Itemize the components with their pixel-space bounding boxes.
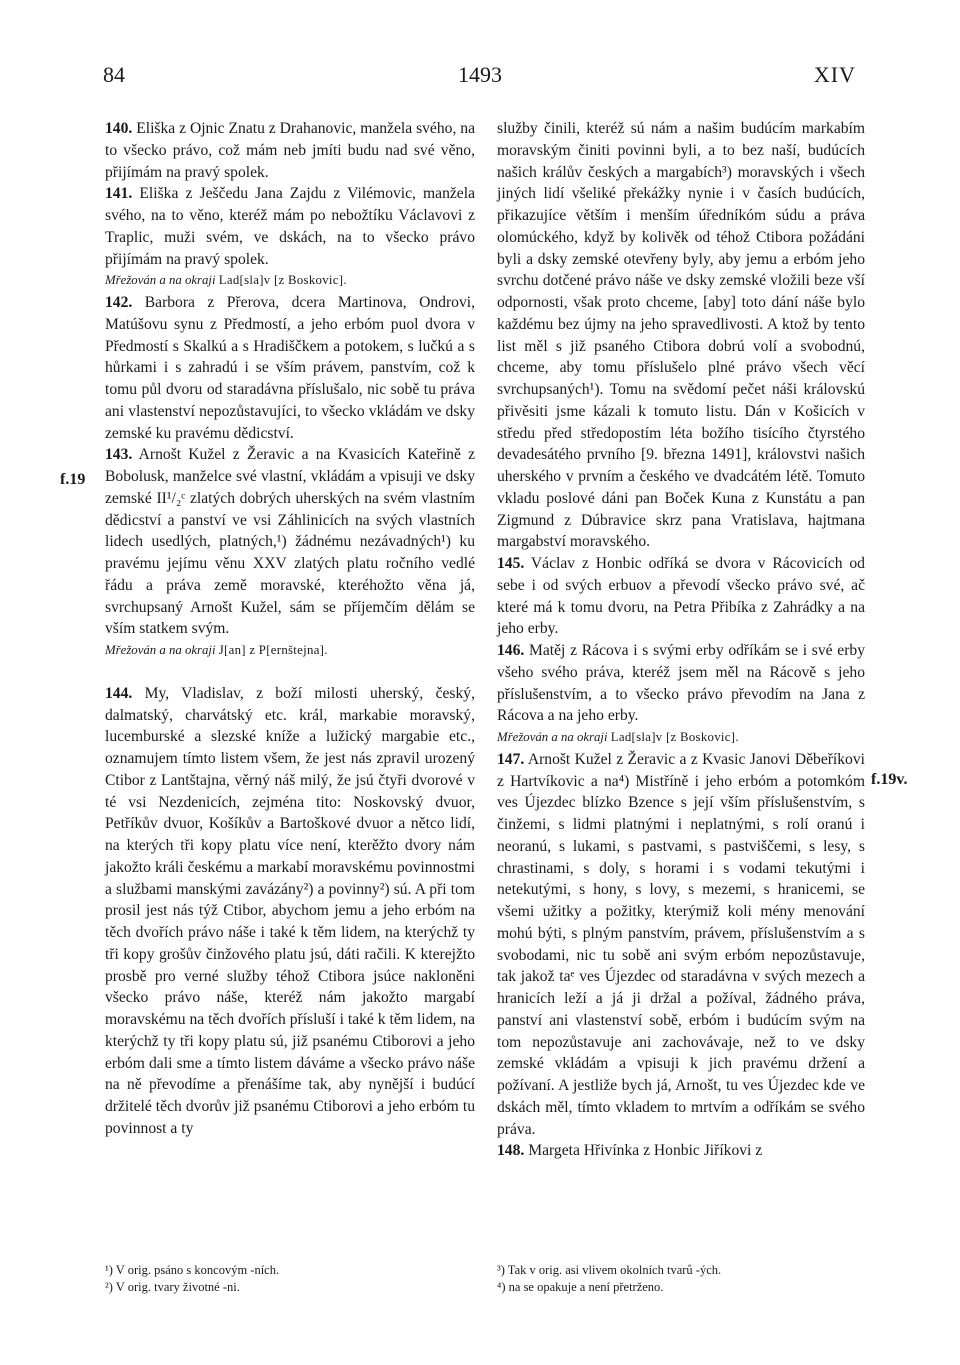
footnote: ⁴) na se opakuje a není přetrženo. (497, 1280, 664, 1294)
record-entry (105, 683, 475, 1140)
entry-number: 145. (497, 555, 525, 572)
entry-text: Barbora z Přerova, dcera Martinova, Ondrovi, Matúšovu synu z Předmostí, a jeho erbóm puol dvora v Předmostí s Skalkú a s Hradiščkem a potokem, s lučkú a s hůrkami i s zahradú i se vším právem, panstvím, což k tomu půl dvoru od staradávna příslušalo, nic sobě tu práva ani vlastenství nepozůstavujíci, to všecko vkládám ve dsky zemské ku pravému dědicství. (105, 294, 475, 442)
entry-text: Arnošt Kužel z Žeravic a z Kvasic Janovi Děbeříkovi z Hartvíkovic a na⁴) Mistříně i jeho erbóm a potomkóm ves Újezdec blízko Bzence s její vším příslušenstvím, s činžemi, s lidmi platnými i neplatnými, s rolí oranú i neoranú, s lukami, s pastvami, s pastviščemi, s lesy, s chrastinami, s doly, s horami i s vodami tekutými i netekutými, s hony, s lovy, s mezemi, s hranicemi, se všemi užitky a požitky, kterýmiž koli mény menování mohú býti, s plným panstvím, právem, příslušenstvím a s svobodami, nic tu sobě ani svým erbóm nepozůstavuje, tak jakož taᵉ ves Újezdec od staradávna v svých mezech a hranicích leží a já ji držal a požíval, žádného práva, panství ani vlastenství sobě, erbóm i budúcím svým na tom nepozůstavuje ani zachovávaje, než to ve dsky zemské vkládám a vpisuji k jich pravému držení a požívaní. A jestliže bych já, Arnošt, tu ves Újezdec kde ve dskách měl, tímto vkladem to mrtvím a odříkám se svého práva. (497, 750, 865, 1138)
entry-number: 141. (105, 185, 133, 203)
entry-number: 142. (105, 294, 133, 311)
note-signature: Lad[sla]v [z Boskovic]. (610, 730, 739, 744)
entry-number: 147. (497, 750, 525, 768)
margin-folio-right: f.19v. (871, 771, 908, 788)
right-column (497, 118, 865, 1162)
entry-number: 144. (105, 684, 133, 702)
note-signature: Lad[sla]v [z Boskovic]. (218, 273, 347, 288)
running-year: 1493 (458, 62, 502, 87)
entry-number: 140. (105, 120, 133, 137)
record-entry (105, 292, 475, 444)
footnote: ³) Tak v orig. asi vlivem okolních tvarů -ých. (497, 1263, 722, 1277)
entry-text: Matěj z Rácova i s svými erby odříkám se i své erby všeho svého práva, kteréž jsem měl na Rácově s jeho příslušenstvím, a to všecko právo převodím na Jana z Rácova a na jeho erby. (497, 642, 865, 725)
record-entry (105, 183, 475, 270)
footnotes-left (105, 1262, 475, 1296)
record-entry (497, 553, 865, 640)
entry-text: služby činili, kteréž sú nám a našim budúcím markabím moravským činiti povinni byli, a to bez naší, budúcích našich králův českých a margabích³) moravských i všech jiných lidí všeliké překážky nynie i v časích budúcích, přikazujíce větším i menším úředníkóm súdu a práva olomúckého, když by kolivěk od téhož Ctibora požádáni byli a dsky zemské otevřeny byly, aby jemu a erbóm jeho svrchu dotčené právo náše ve dsky zemské vložili beze vší odpornosti, však proto chceme, [aby] toto dání náše bylo každému bez újmy na jeho spravedlivosti. A ktož by tento list měl s již psaného Ctibora dobrú volí a svobodnú, chceme, aby tomu příslušelo plné právo všech věcí svrchupsaných¹). Tomu na svědomí pečet náši královskú přivěsiti jsme kázali k tomuto listu. Dán v Košicích v středu před středopostím léta božího tisícího čtyrstého devadesátého prvního [9. března 1491], královstvi našich uherského v prvním a českého ve dvadcátém létě. Tomuto vkladu poslové dáni pan Boček Kuna z Kunstátu a pan Zigmund z Dúbravice skrz pana Vratislava, hajtmana margabství moravského. (497, 120, 865, 551)
entry-text: My, Vladislav, z boží milosti uherský, český, dalmatský, charvátský etc. král, markabie moravský, lucemburské a slezské kníže a lužický margabie etc., oznamujem tímto listem všem, že jest nás zpravil urozený Ctibor z Lantštajna, věrný náš milý, že jsú čtyři dvorové v té vsi Nezdenicích, zejména tito: Noskovský dvuor, Petříkův dvuor, Košíkův a Bartoškové dvuor a nětco lidí, na kterých tři kopy platu více není, kterěžto dvory nám jakožto králi českému a markabí moravskému povinnostmi a službami manskými zavázány²) a povinny²) sú. A při tom prosil jest nás týž Ctibor, abychom jemu a jeho erbóm na těch dvořích právo náše i také k těm lidem, na kterýchž ty tři kopy grošův činžového platu jsú, dáti račili. K kterejžto prosbě pro verné služby téhož Ctibora jsúce nakloněni všecko právo náše, kteréž nám jakožto margabí moravskému na těch dvořích přísluší i také k těm lidem, na kterýchž ty tři kopy platu sú, již psanému Ctiborovi a jeho erbóm dali sme a tímto listem dáváme a všecko právo náše na ně převodíme a přenášíme tak, aby nynější i budúcí držitelé těch dvorův již psanému Ctiborovi a jeho erbóm tu povinnost a ty (105, 684, 475, 1137)
entry-text: Eliška z Ojnic Znatu z Drahanovic, manžela svého, na to všecko právo, což mám neb jmíti budu nad své věno, přijímám na pravý spolek. (105, 120, 475, 181)
entry-text: Margeta Hřivínka z Honbic Jiříkovi z (528, 1142, 763, 1160)
record-entry (105, 118, 475, 183)
note-label: Mřežován a na okraji (105, 643, 216, 657)
note-label: Mřežován a na okraji (497, 730, 608, 744)
entry-number: 148. (497, 1142, 525, 1160)
entry-text: Eliška z Ješčedu Jana Zajdu z Vilémovic, manžela svého, na to věno, kteréž mám po nebožtíku Václavovi z Traplic, muži svém, ve dskách, na to všecko právo přijímám na pravý spolek. (105, 185, 475, 268)
section-gap (105, 662, 475, 683)
record-entry (497, 118, 865, 553)
footnotes-right (497, 1262, 865, 1296)
registration-note (105, 640, 475, 662)
note-label: Mřežován a na okraji (105, 273, 216, 288)
record-entry (497, 640, 865, 727)
note-signature: J[an] z P[ernštejna]. (218, 643, 328, 657)
entry-text: Arnošt Kužel z Žeravic a na Kvasicích Kateřině z Bobolusk, manželce své vlastní, vkládám a vpisuji ve dsky zemské II¹/₂ᶜ zlatých dobrých uherských na svém vlastním dědicství a panství ve vsi Záhlinicích na svých vlastních lidech usedlých, platných,¹) žádnému nezávadných¹) ku pravému jejímu věnu XXV zlatých platu ročního vedlé řádu a práva země moravské, kteréhožto věna já, svrchupsaný Arnošt Kužel, sám se příjemčím dělám se vším statkem svým. (105, 446, 475, 638)
margin-folio-left: f.19 (60, 471, 86, 488)
entry-number: 143. (105, 446, 133, 464)
registration-note (105, 270, 475, 292)
entry-number: 146. (497, 642, 525, 659)
footnote: ¹) V orig. psáno s koncovým -ních. (105, 1263, 280, 1277)
left-column (105, 118, 475, 1140)
volume-number: XIV (813, 62, 856, 87)
registration-note (497, 727, 865, 749)
entry-text: Václav z Honbic odříká se dvora v Rácovicích od sebe i od svých erbuov a převodí všecko právo své, ač které má k tomu dvoru, na Petra Přibíka z Zahrádky a na jeho erby. (497, 555, 865, 638)
record-entry (497, 1140, 865, 1162)
page-number: 84 (103, 62, 125, 87)
record-entry (497, 749, 865, 1141)
footnote: ²) V orig. tvary životné -ni. (105, 1280, 240, 1294)
record-entry (105, 444, 475, 640)
